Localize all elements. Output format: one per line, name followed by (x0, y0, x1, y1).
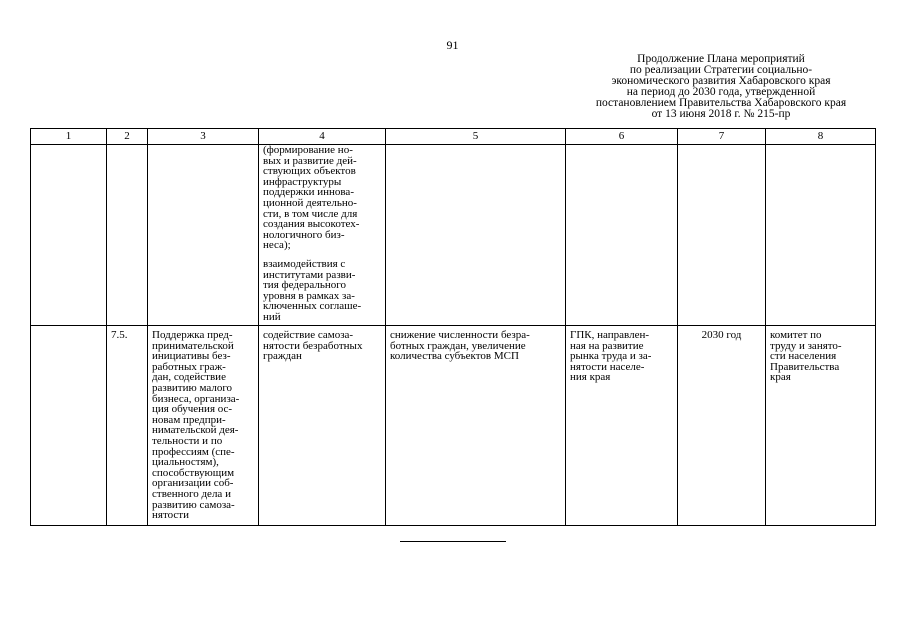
cell-line: ственного дела и (152, 487, 231, 500)
plan-table (30, 128, 876, 526)
table-header-row (31, 129, 876, 145)
table-cell-content (259, 145, 386, 326)
cell-line: ботных граждан, увеличение (390, 339, 526, 352)
cell-line: ний (263, 310, 281, 323)
cell-line: взаимодействия с (263, 257, 346, 270)
cell-line: комитет по (770, 329, 822, 341)
table-cell (148, 145, 259, 326)
page-number: 91 (446, 38, 459, 52)
cell-line: граждан (263, 350, 302, 363)
cell-line: нологичного биз- (263, 228, 345, 241)
header-line: от 13 июня 2018 г. № 215-пр (651, 108, 791, 120)
cell-line: тельности и по (152, 434, 223, 447)
table-cell (766, 145, 876, 326)
cell-line: работных граж- (152, 360, 226, 373)
cell-line: развитию малого (152, 381, 233, 394)
document-header (571, 54, 871, 120)
column-header: 1 (31, 129, 107, 145)
table-cell (107, 145, 148, 326)
cell-line: поддержки иннова- (263, 186, 354, 199)
responsible-cell (766, 326, 876, 526)
cell-line: создания высокотех- (263, 218, 360, 231)
table-row (31, 326, 876, 526)
column-header: 5 (386, 129, 566, 145)
table-cell (31, 145, 107, 326)
result-cell (259, 326, 386, 526)
column-header: 8 (766, 129, 876, 145)
cell-line: дан, содействие (152, 371, 226, 384)
cell-line: ключенных соглаше- (263, 300, 362, 313)
cell-line: рынка труда и за- (570, 350, 652, 363)
table-cell (386, 145, 566, 326)
table-cell (31, 326, 107, 526)
cell-line: (формирование но- (263, 144, 353, 156)
cell-line: вых и развитие дей- (263, 154, 357, 167)
cell-line: сти, в том числе для (263, 207, 358, 220)
cell-line: края (770, 371, 791, 384)
footer-divider (400, 541, 506, 542)
header-line: на период до 2030 года, утвержденной (626, 86, 816, 98)
cell-line: организации соб- (152, 477, 234, 490)
cell-line: ционной деятельно- (263, 196, 357, 209)
cell-line: институтами разви- (263, 268, 356, 281)
cell-line: тия федерального (263, 279, 346, 292)
header-line: Продолжение Плана мероприятий (637, 53, 805, 65)
cell-line: нятости населе- (570, 360, 645, 373)
cell-line: циальностям), (152, 456, 219, 469)
column-header: 2 (107, 129, 148, 145)
column-header: 7 (678, 129, 766, 145)
cell-line: развитию самоза- (152, 498, 235, 511)
header-line: постановлением Правительства Хабаровского края (595, 97, 847, 109)
cell-line: профессиям (спе- (152, 445, 235, 458)
column-header: 3 (148, 129, 259, 145)
column-header: 4 (259, 129, 386, 145)
cell-line: принимательской (152, 339, 234, 352)
table-cell (678, 145, 766, 326)
item-number: 7.5. (107, 326, 148, 526)
cell-line: снижение численности безра- (390, 329, 530, 341)
deadline-cell: 2030 год (678, 326, 766, 526)
cell-line: ствующих объектов (263, 165, 356, 178)
cell-line: нимательской дея- (152, 424, 239, 437)
cell-line: труду и занято- (770, 339, 842, 352)
cell-line: инфраструктуры (263, 175, 342, 188)
table-row (31, 145, 876, 326)
column-header: 6 (566, 129, 678, 145)
cell-line: уровня в рамках за- (263, 289, 355, 302)
cell-line: содействие самоза- (263, 329, 354, 341)
header-line: по реализации Стратегии социально- (629, 64, 813, 76)
header-line: экономического развития Хабаровского края (611, 75, 831, 87)
measure-cell (148, 326, 259, 526)
cell-line: нятости (152, 509, 189, 522)
cell-line: ная на развитие (570, 339, 644, 352)
cell-line: ция обучения ос- (152, 403, 233, 416)
cell-line: Поддержка пред- (152, 329, 233, 341)
cell-line: способствующим (152, 466, 235, 479)
cell-line: инициативы без- (152, 350, 231, 363)
cell-line: нятости безработных (263, 339, 363, 352)
cell-line: сти населения (770, 350, 837, 363)
table-cell (566, 145, 678, 326)
program-cell (566, 326, 678, 526)
indicator-cell (386, 326, 566, 526)
cell-line: новам предпри- (152, 413, 226, 426)
cell-line: количества субъектов МСП (390, 350, 519, 363)
cell-line: бизнеса, организа- (152, 392, 240, 405)
cell-line: неса); (263, 239, 291, 252)
cell-line: Правительства (770, 360, 840, 373)
cell-line: ГПК, направлен- (570, 329, 650, 341)
cell-line: ния края (570, 371, 611, 384)
